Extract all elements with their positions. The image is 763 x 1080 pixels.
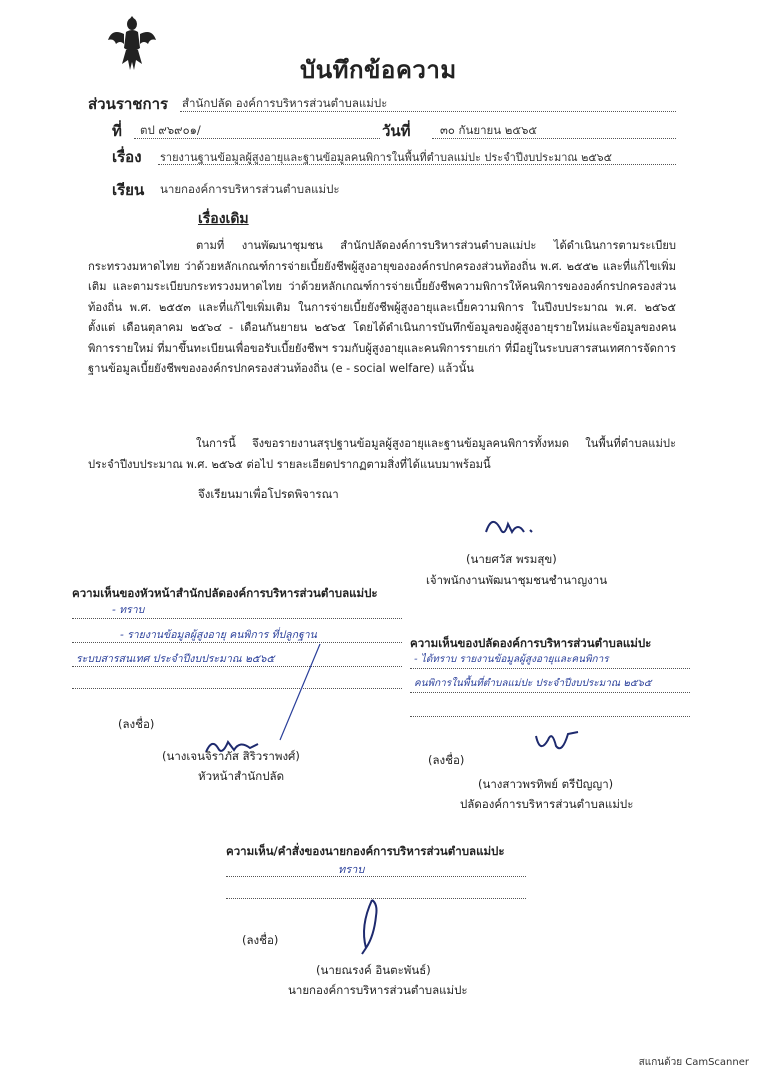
to-label: เรียน — [112, 181, 145, 199]
subject-label: เรื่อง — [112, 148, 142, 166]
memo-body — [88, 236, 676, 380]
mayor-handwriting-1: ทราบ — [338, 863, 365, 876]
mayor-name: (นายณรงค์ อินตะพันธ์) — [316, 963, 431, 977]
head-handwriting-2: - รายงานข้อมูลผู้สูงอายุ คนพิการ ที่ปลูกฐาน — [120, 629, 317, 641]
garuda-emblem-icon — [106, 14, 158, 74]
head-handwriting-3: ระบบสารสนเทศ ประจำปีงบประมาณ ๒๕๖๕ — [76, 653, 275, 665]
agency-value: สำนักปลัด องค์การบริหารส่วนตำบลแม่ปะ — [182, 96, 388, 110]
agency-label: ส่วนราชการ — [88, 95, 169, 113]
head-name: (นางเจนจิราภัส สิริวราพงศ์) — [162, 749, 300, 763]
doc-no-value: ตป ๙๖๙๐๑/ — [140, 123, 201, 137]
signer-1-position: เจ้าพนักงานพัฒนาชุมชนชำนาญงาน — [426, 573, 608, 587]
deputy-position: ปลัดองค์การบริหารส่วนตำบลแม่ปะ — [460, 797, 634, 811]
signer-1-name: (นายศวัส พรมสุข) — [466, 552, 557, 566]
background-heading: เรื่องเดิม — [198, 211, 249, 227]
body-paragraph-1: ตามที่ งานพัฒนาชุมชน สำนักปลัดองค์การบริหารส่วนตำบลแม่ปะ ได้ดำเนินการตามระเบียบกระทรวงมหาดไทย ว่าด้วยหลักเกณฑ์การจ่ายเบี้ยยังชีพผู้สูงอายุขององค์กรปกครองส่วนท้องถิ่น พ.ศ. ๒๕๕๒ และที่แก้ไขเพิ่มเติม และตามระเบียบกระทรวงมหาดไทย ว่าด้วยหลักเกณฑ์การจ่ายเบี้ยยังชีพความพิการให้คนพิการขององค์กรปกครองส่วนท้องถิ่น พ.ศ. ๒๕๕๓ และที่แก้ไขเพิ่มเติม ในการจ่ายเบี้ยยังชีพผู้สูงอายุและเบี้ยความพิการ ในปีงบประมาณ พ.ศ. ๒๕๖๕ ตั้งแต่ เดือนตุลาคม ๒๕๖๔ - เดือนกันยายน ๒๕๖๕ โดยได้ดำเนินการบันทึกข้อมูลของผู้สูงอายุรายใหม่และข้อมูลของคนพิการรายใหม่ ที่มาขึ้นทะเบียนเพื่อขอรับเบี้ยยังชีพฯ รวมกับผู้สูงอายุและคนพิการรายเก่า ที่มีอยู่ในระบบสารสนเทศการจัดการฐานข้อมูลเบี้ยยังชีพขององค์กรปกครองส่วนท้องถิ่น (e - social welfare) แล้วนั้น — [88, 239, 676, 375]
subject-value: รายงานฐานข้อมูลผู้สูงอายุและฐานข้อมูลคนพิการในพื้นที่ตำบลแม่ปะ ประจำปีงบประมาณ ๒๕๖๕ — [160, 151, 612, 164]
memo-title: บันทึกข้อความ — [300, 56, 457, 84]
mayor-position: นายกองค์การบริหารส่วนตำบลแม่ปะ — [288, 983, 468, 997]
date-label: วันที่ — [382, 122, 411, 140]
mayor-sign-label: (ลงชื่อ) — [242, 933, 279, 947]
to-value: นายกองค์การบริหารส่วนตำบลแม่ปะ — [160, 182, 340, 196]
memo-body-2 — [88, 434, 676, 475]
scanner-watermark: สแกนด้วย CamScanner — [638, 1057, 749, 1068]
deputy-handwriting-2: คนพิการในพื้นที่ตำบลแม่ปะ ประจำปีงบประมาณ ๒๕๖๕ — [414, 678, 652, 689]
head-position: หัวหน้าสำนักปลัด — [198, 769, 285, 783]
mayor-opinion-heading: ความเห็น/คำสั่งของนายกองค์การบริหารส่วนตำบลแม่ปะ — [226, 844, 505, 858]
head-handwriting-1: - ทราบ — [112, 604, 145, 616]
deputy-handwriting-1: - ได้ทราบ รายงานข้อมูลผู้สูงอายุและคนพิการ — [414, 654, 609, 665]
head-sign-label: (ลงชื่อ) — [118, 717, 155, 731]
signature-1-icon — [478, 510, 548, 546]
date-value: ๓๐ กันยายน ๒๕๖๕ — [440, 123, 538, 137]
deputy-name: (นางสาวพรทิพย์ ตรีปัญญา) — [478, 777, 614, 791]
signature-4-icon — [350, 896, 390, 956]
body-paragraph-3: จึงเรียนมาเพื่อโปรดพิจารณา — [198, 487, 339, 501]
doc-no-label: ที่ — [112, 122, 122, 140]
signature-3-icon — [530, 726, 590, 760]
head-opinion-heading: ความเห็นของหัวหน้าสำนักปลัดองค์การบริหารส่วนตำบลแม่ปะ — [72, 586, 378, 600]
body-paragraph-2: ในการนี้ จึงขอรายงานสรุปฐานข้อมูลผู้สูงอายุและฐานข้อมูลคนพิการทั้งหมด ในพื้นที่ตำบลแม่ปะประจำปีงบประมาณ พ.ศ. ๒๕๖๕ ต่อไป รายละเอียดปรากฏตามสิ่งที่ได้แนบมาพร้อมนี้ — [88, 437, 676, 471]
deputy-opinion-heading: ความเห็นของปลัดองค์การบริหารส่วนตำบลแม่ปะ — [410, 636, 652, 650]
deputy-sign-label: (ลงชื่อ) — [428, 753, 465, 767]
